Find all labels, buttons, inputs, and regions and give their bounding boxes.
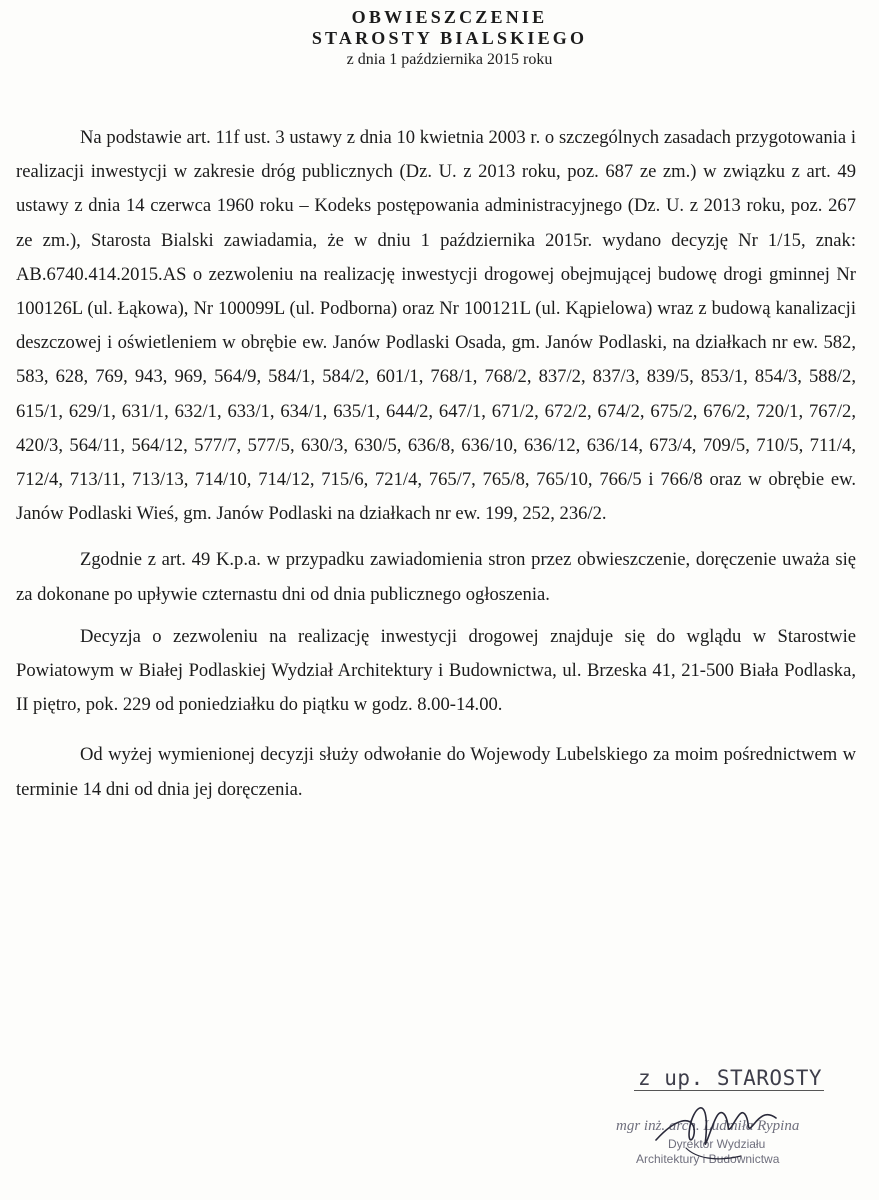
document-issuer: STAROSTY BIALSKIEGO bbox=[311, 28, 588, 48]
document-body bbox=[16, 121, 856, 807]
handwritten-signature bbox=[646, 1078, 786, 1168]
document-date: z dnia 1 października 2015 roku bbox=[346, 51, 553, 68]
document-title: OBWIESZCZENIE bbox=[351, 7, 548, 27]
signature-block bbox=[586, 1062, 846, 1172]
signatory-name: mgr inż. arch. Ludmiła Rypina bbox=[616, 1118, 800, 1134]
authorization-stamp: z up. STAROSTY bbox=[638, 1066, 823, 1090]
paragraph-inspection: Decyzja o zezwoleniu na realizację inwestycji drogowej znajduje się do wglądu w Starostwie Powiatowym w Białej Podlaskiej Wydział Architektury i Budownictwa, ul. Brzeska 41, 21-500 Biała Podlaska, II piętro, pok. 229 od poniedziałku do piątku w godz. 8.00-14.00. bbox=[16, 625, 856, 716]
document-header bbox=[0, 6, 879, 70]
signatory-role-line2: Architektury i Budownictwa bbox=[636, 1152, 780, 1166]
paragraph-delivery: Zgodnie z art. 49 K.p.a. w przypadku zawiadomienia stron przez obwieszczenie, doręczenie uważa się za dokonane po upływie czternastu dni od dnia publicznego ogłoszenia. bbox=[16, 549, 856, 605]
paragraph-legal-basis: Na podstawie art. 11f ust. 3 ustawy z dnia 10 kwietnia 2003 r. o szczególnych zasadach przygotowania i realizacji inwestycji w zakresie dróg publicznych (Dz. U. z 2013 roku, poz. 687 ze zm.) w związku z art. 49 ustawy z dnia 14 czerwca 1960 roku – Kodeks postępowania administracyjnego (Dz. U. z 2013 roku, poz. 267 ze zm.), Starosta Bialski zawiadamia, że w dniu 1 października 2015r. wydano decyzję Nr 1/15, znak: AB.6740.414.2015.AS o zezwoleniu na realizację inwestycji drogowej obejmującej budowę drogi gminnej Nr 100126L (ul. Łąkowa), Nr 100099L (ul. Podborna) oraz Nr 100121L (ul. Kąpielowa) wraz z budową kanalizacji deszczowej i oświetleniem w obrębie ew. Janów Podlaski Osada, gm. Janów Podlaski, na działkach nr ew. 582, 583, 628, 769, 943, 969, 564/9, 584/1, 584/2, 601/1, 768/1, 768/2, 837/2, 837/3, 839/5, 853/1, 854/3, 588/2, 615/1, 629/1, 631/1, 632/1, 633/1, 634/1, 635/1, 644/2, 647/1, 671/2, 672/2, 674/2, 675/2, 676/2, 720/1, 767/2, 420/3, 564/11, 564/12, 577/7, 577/5, 630/3, 630/5, 636/8, 636/10, 636/12, 636/14, 673/4, 709/5, 710/5, 711/4, 712/4, 713/11, 713/13, 714/10, 714/12, 715/6, 721/4, 765/7, 765/8, 765/10, 766/5 i 766/8 oraz w obrębie ew. Janów Podlaski Wieś, gm. Janów Podlaski na działkach nr ew. 199, 252, 236/2. bbox=[16, 127, 856, 525]
paragraph-appeal: Od wyżej wymienionej decyzji służy odwołanie do Wojewody Lubelskiego za moim pośrednictwem w terminie 14 dni od dnia jej doręczenia. bbox=[16, 744, 856, 800]
signatory-role-line1: Dyrektor Wydziału bbox=[668, 1137, 766, 1151]
